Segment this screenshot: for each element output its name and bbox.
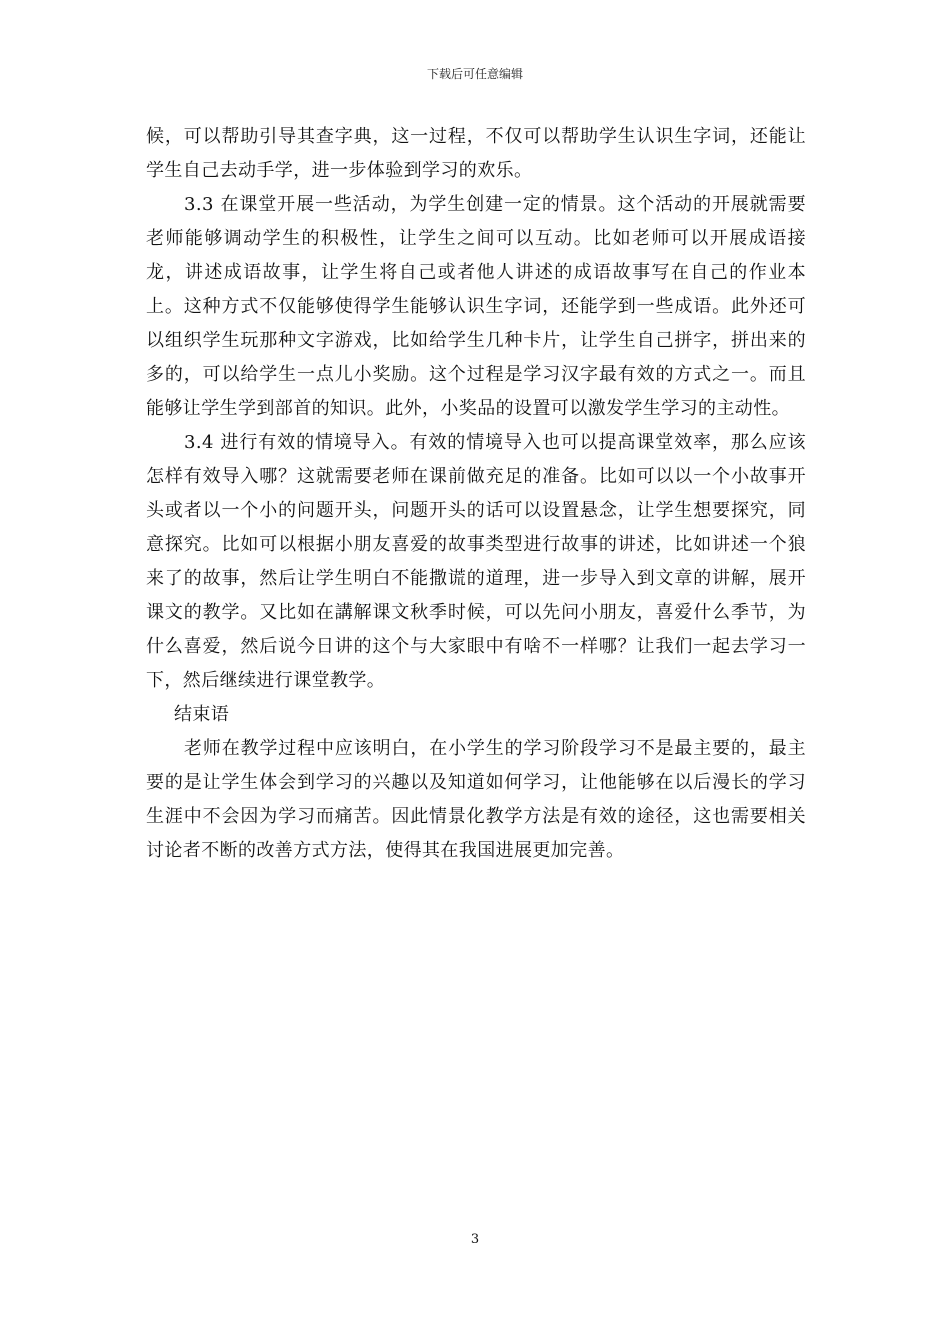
document-body: [146, 120, 806, 868]
paragraph-continued: 候，可以帮助引导其查字典，这一过程，不仅可以帮助学生认识生字词，还能让学生自己去动手学，进一步体验到学习的欢乐。: [146, 126, 806, 181]
paragraph-conclusion: 老师在教学过程中应该明白，在小学生的学习阶段学习不是最主要的，最主要的是让学生体会到学习的兴趣以及知道如何学习，让他能够在以后漫长的学习生涯中不会因为学习而痛苦。因此情景化教学方法是有效的途径，这也需要相关讨论者不断的改善方式方法，使得其在我国进展更加完善。: [146, 738, 806, 861]
paragraph-section-3-4: 3.4 进行有效的情境导入。有效的情境导入也可以提高课堂效率，那么应该怎样有效导入哪？这就需要老师在课前做充足的准备。比如可以以一个小故事开头或者以一个小的问题开头，问题开头的话可以设置悬念，让学生想要探究，同意探究。比如可以根据小朋友喜爱的故事类型进行故事的讲述，比如讲述一个狼来了的故事，然后让学生明白不能撒谎的道理，进一步导入到文章的讲解，展开课文的教学。又比如在講解课文秋季时候，可以先问小朋友，喜爱什么季节，为什么喜爱，然后说今日讲的这个与大家眼中有啥不一样哪？让我们一起去学习一下，然后继续进行课堂教学。: [146, 432, 806, 691]
paragraph-section-3-3: 3.3 在课堂开展一些活动，为学生创建一定的情景。这个活动的开展就需要老师能够调动学生的积极性，让学生之间可以互动。比如老师可以开展成语接龙，讲述成语故事，让学生将自己或者他人讲述的成语故事写在自己的作业本上。这种方式不仅能够使得学生能够认识生字词，还能学到一些成语。此外还可以组织学生玩那种文字游戏，比如给学生几种卡片，让学生自己拼字，拼出来的多的，可以给学生一点儿小奖励。这个过程是学习汉字最有效的方式之一。而且能够让学生学到部首的知识。此外，小奖品的设置可以激发学生学习的主动性。: [146, 194, 806, 419]
page-header: 下载后可任意编辑: [426, 67, 523, 81]
page-number: 3: [470, 1232, 480, 1247]
conclusion-heading: 结束语: [174, 704, 230, 725]
